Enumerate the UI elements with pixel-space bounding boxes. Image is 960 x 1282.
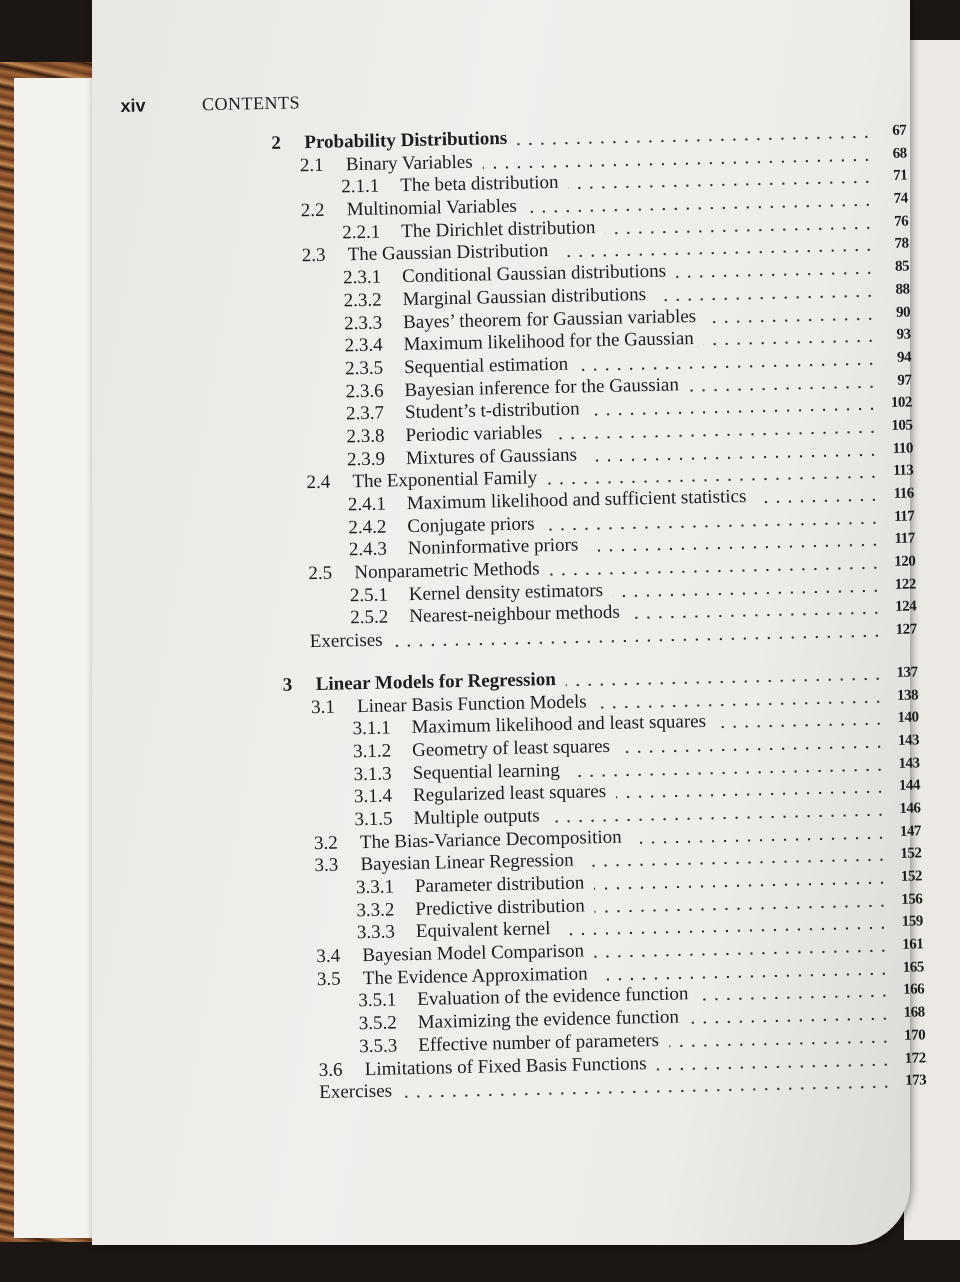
toc-entry-page: 117 [893, 508, 915, 525]
toc-entry-page: 137 [896, 664, 918, 681]
toc-entry-number: 3.5.3 [359, 1035, 398, 1058]
table-of-contents [271, 120, 926, 1106]
toc-entry-number: 2.4.3 [348, 538, 388, 561]
dot-leader [698, 995, 890, 1002]
toc-entry-title: Conditional Gaussian distributions [401, 260, 667, 288]
toc-entry-page: 85 [894, 258, 910, 275]
toc-entry-title: Regularized least squares [412, 781, 607, 807]
toc-entry-page: 165 [902, 959, 924, 976]
dot-leader [676, 271, 875, 278]
toc-entry-page: 88 [895, 281, 910, 298]
dot-leader [656, 294, 876, 302]
toc-entry-number: 2.5 [308, 562, 333, 585]
toc-entry-title: Sequential estimation [403, 353, 569, 378]
toc-entry-number: 3.1.5 [354, 808, 393, 831]
dot-leader [716, 722, 885, 729]
toc-entry-page: 117 [894, 530, 915, 548]
toc-entry-page: 102 [890, 394, 913, 412]
toc-entry-number: 2.3.5 [344, 357, 384, 380]
toc-entry-page: 156 [901, 891, 923, 908]
toc-entry-title: The Gaussian Distribution [347, 240, 549, 266]
toc-entry-title: Exercises [319, 1080, 393, 1104]
toc-entry-number: 2.3.3 [343, 312, 383, 334]
toc-entry-page: 78 [894, 235, 909, 253]
toc-entry-page: 172 [904, 1049, 926, 1067]
toc-entry-page: 152 [900, 868, 923, 885]
running-title: CONTENTS [201, 92, 301, 115]
toc-entry-page: 94 [896, 349, 912, 366]
toc-entry-title: Multiple outputs [413, 805, 540, 829]
toc-entry-title: Probability Distributions [304, 127, 508, 154]
toc-entry-number: 3.1 [310, 696, 336, 718]
dot-leader [605, 226, 874, 235]
toc-entry-page: 120 [894, 553, 916, 570]
toc-entry-title: Linear Models for Regression [315, 668, 557, 695]
toc-entry-number: 2.3.4 [344, 334, 383, 357]
toc-entry-number: 2.3.6 [345, 380, 384, 402]
toc-entry-number: 3 [282, 674, 293, 696]
dot-leader [613, 589, 882, 598]
toc-entry-page: 93 [896, 326, 911, 343]
toc-entry-title: Bayes’ theorem for Gaussian variables [402, 305, 697, 333]
toc-entry-number: 2.2.1 [342, 221, 381, 244]
toc-entry-title: Maximum likelihood and least squares [411, 711, 707, 739]
toc-entry-page: 124 [895, 598, 917, 616]
toc-entry-number: 2.5.2 [350, 606, 389, 629]
toc-entry-page: 161 [902, 936, 924, 953]
toc-entry-title: Marginal Gaussian distributions [402, 283, 647, 310]
toc-entry-page: 147 [899, 823, 922, 840]
toc-entry-page: 143 [898, 754, 920, 772]
toc-entry-number: 2 [271, 132, 282, 154]
toc-entry-page: 67 [892, 122, 907, 139]
dot-leader [616, 790, 886, 799]
toc-entry-title: Noninformative priors [407, 534, 579, 560]
dot-leader [689, 1017, 891, 1024]
toc-entry-title: Limitations of Fixed Basis Functions [364, 1052, 647, 1080]
toc-entry-page: 71 [893, 167, 908, 185]
toc-entry-number: 3.1.3 [353, 763, 392, 785]
toc-entry-number: 2.3.8 [346, 425, 385, 448]
toc-entry-page: 138 [896, 686, 919, 704]
toc-entry-page: 144 [898, 777, 921, 795]
toc-entry-title: Bayesian Linear Regression [360, 849, 574, 876]
toc-entry-number: 2.1 [299, 154, 324, 176]
toc-entry-title: The Exponential Family [352, 467, 538, 493]
toc-entry-number: 3.6 [318, 1059, 343, 1081]
toc-entry-page: 68 [892, 145, 907, 162]
toc-entry-title: Maximum likelihood and sufficient statistics [406, 485, 747, 515]
toc-entry-page: 127 [895, 621, 917, 638]
toc-entry-page: 166 [903, 981, 925, 999]
running-head [120, 92, 300, 117]
toc-entry-number: 2.2 [300, 199, 325, 222]
toc-entry-number: 2.3.7 [345, 402, 385, 425]
toc-entry-number: 2.3 [301, 245, 326, 267]
toc-entry-title: Linear Basis Function Models [356, 690, 587, 717]
toc-entry-page: 159 [901, 913, 923, 931]
toc-entry-title: Kernel density estimators [408, 579, 604, 605]
toc-entry-number: 3.3.3 [356, 921, 396, 944]
dot-leader [620, 745, 885, 754]
toc-entry-number: 2.4.2 [348, 516, 387, 538]
toc-entry-page: 74 [893, 190, 908, 207]
toc-entry-title: Student’s t-distribution [404, 398, 580, 424]
toc-entry-page: 170 [904, 1027, 926, 1044]
toc-entry-page: 90 [895, 304, 911, 321]
toc-entry-title: Conjugate priors [407, 513, 535, 537]
toc-entry-page: 110 [892, 440, 914, 457]
toc-entry-title: Effective number of parameters [418, 1029, 660, 1056]
dot-leader [630, 612, 882, 620]
toc-entry-title: Maximum likelihood for the Gaussian [403, 328, 694, 356]
toc-entry-title: The Bias-Variance Decomposition [359, 826, 622, 853]
dot-leader [706, 317, 876, 324]
toc-entry-title: Binary Variables [345, 151, 473, 175]
toc-entry-number: 3.1.2 [352, 740, 392, 763]
toc-entry-number: 3.3.1 [355, 876, 395, 899]
toc-entry-page: 76 [893, 213, 909, 230]
toc-entry-page: 113 [893, 462, 914, 480]
toc-entry-title: Nearest-neighbour methods [409, 602, 621, 628]
toc-entry-number: 2.3.9 [346, 448, 386, 470]
toc-entry-number: 2.3.2 [343, 289, 382, 312]
toc-entry-title: Maximizing the evidence function [417, 1006, 680, 1034]
toc-entry-title: Periodic variables [405, 422, 543, 447]
toc-entry-page: 116 [893, 485, 915, 502]
toc-entry-title: The Dirichlet distribution [401, 216, 596, 242]
toc-entry-page: 143 [897, 732, 920, 749]
toc-entry-number: 3.5.1 [358, 989, 397, 1012]
toc-entry-title: Bayesian inference for the Gaussian [404, 373, 680, 401]
toc-entry-page: 146 [899, 800, 921, 817]
dot-leader [402, 1085, 892, 1098]
toc-entry-title: Geometry of least squares [411, 735, 611, 761]
toc-entry-title: Bayesian Model Comparison [362, 940, 585, 967]
toc-entry-page: 173 [904, 1072, 927, 1089]
toc-entry-page: 97 [897, 372, 912, 389]
toc-entry-page: 140 [897, 709, 919, 727]
dot-leader [689, 385, 878, 392]
toc-entry-title: Multinomial Variables [346, 195, 518, 221]
toc-entry-number: 3.3.2 [356, 899, 395, 921]
toc-entry-title: Exercises [309, 629, 383, 653]
toc-entry-number: 2.5.1 [349, 584, 389, 607]
dot-leader [757, 498, 880, 504]
toc-entry-page: 122 [894, 576, 916, 593]
toc-entry-page: 152 [900, 845, 922, 863]
toc-entry-title: Sequential learning [412, 759, 560, 784]
page-number: xiv [120, 95, 146, 116]
toc-entry-number: 3.3 [314, 854, 339, 877]
toc-entry-number: 3.1.1 [352, 717, 391, 740]
toc-entry-title: Equivalent kernel [415, 918, 551, 943]
toc-entry-number: 2.4.1 [347, 493, 387, 516]
toc-entry-title: Predictive distribution [415, 895, 586, 920]
toc-entry-number: 3.2 [313, 832, 338, 854]
dot-leader [669, 1040, 891, 1048]
toc-entry-number: 2.1.1 [341, 175, 380, 198]
toc-entry-number: 3.5 [316, 968, 341, 990]
toc-entry-number: 3.4 [316, 945, 341, 968]
toc-entry-number: 2.4 [306, 472, 331, 494]
toc-entry-page: 105 [891, 417, 913, 434]
toc-entry-page: 168 [903, 1004, 925, 1021]
toc-entry-title: Mixtures of Gaussians [405, 444, 578, 469]
toc-entry-title: The Evidence Approximation [362, 963, 588, 989]
toc-entry-number: 2.3.1 [342, 266, 382, 289]
toc-entry-title: The beta distribution [400, 172, 559, 197]
dot-leader [704, 339, 877, 346]
toc-entry-title: Evaluation of the evidence function [417, 983, 689, 1011]
toc-entry-number: 3.1.4 [353, 785, 393, 808]
toc-entry-number: 3.5.2 [358, 1012, 398, 1035]
dot-leader [657, 1063, 892, 1071]
toc-entry-title: Nonparametric Methods [354, 558, 540, 584]
dot-leader [632, 836, 887, 844]
toc-entry-title: Parameter distribution [414, 872, 585, 897]
